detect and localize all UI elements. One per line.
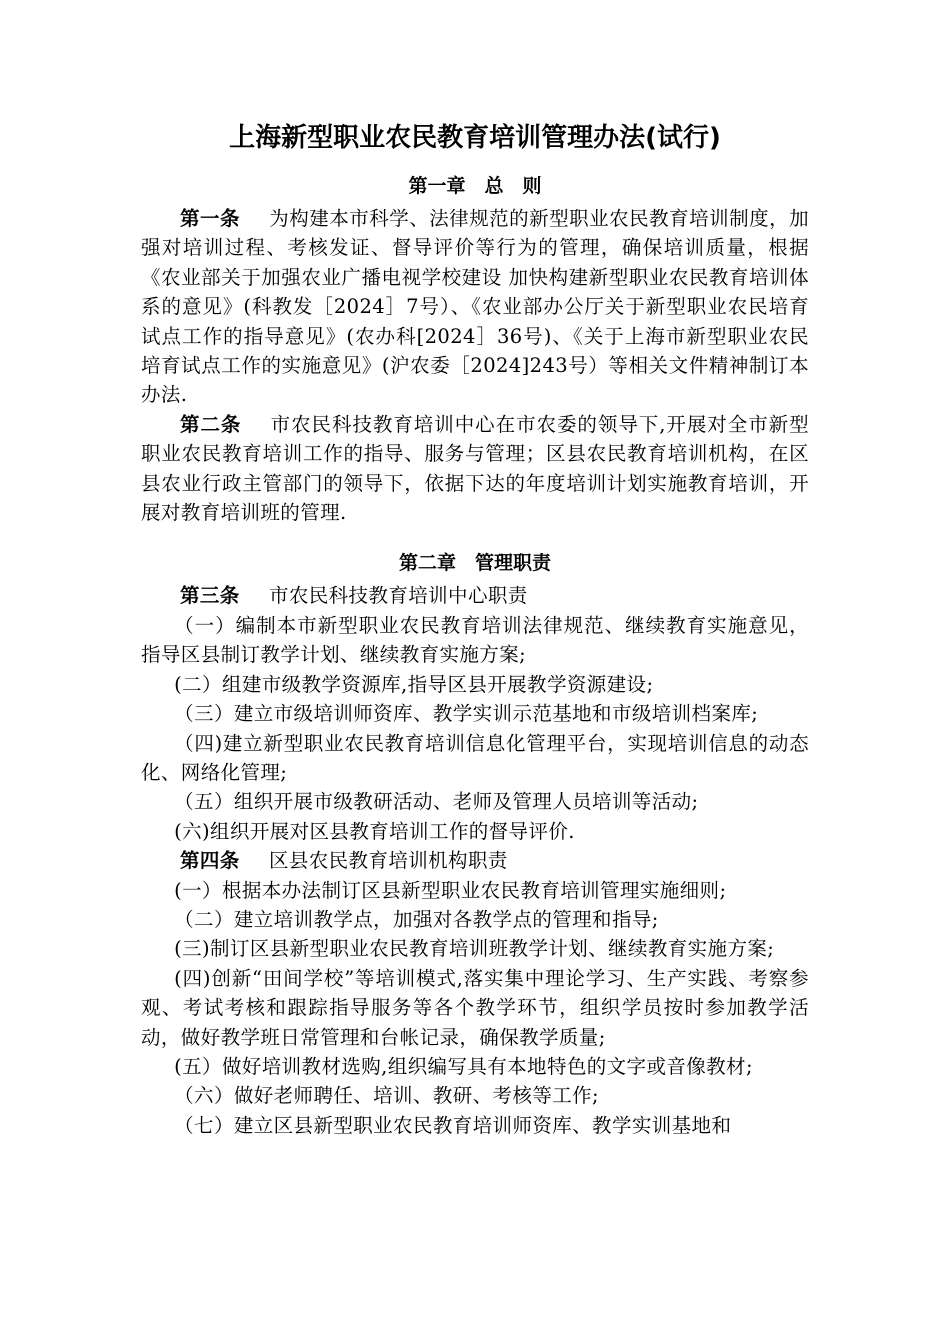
article-4-item: （七）建立区县新型职业农民教育培训师资库、教学实训基地和 xyxy=(174,1113,732,1137)
article-4-item: (一）根据本办法制订区县新型职业农民教育培训管理实施细则; xyxy=(174,878,727,902)
article-3-label: 第三条 xyxy=(180,584,240,608)
article-1-text: 为构建本市科学、法律规范的新型职业农民教育培训制度，加强对培训过程、考核发证、督导评价等行为的管理，确保培训质量，根据《农业部关于加强农业广播电视学校建设 加快构建新型职业农民教育培训体系的意见》(科教发［2024］7号）、《农业部办公厅关于新型职业农民培育试点工作的指导意见》(农办科[2024］36号)、《关于上海市新型职业农民培育试点工作的实施意见》(沪农委［2024]243号）等相关文件精神制订本办法. xyxy=(141,207,809,407)
article-3 xyxy=(141,581,809,610)
article-3-text: 市农民科技教育培训中心职责 xyxy=(268,584,528,608)
article-4-item: (三)制订区县新型职业农民教育培训班教学计划、继续教育实施方案; xyxy=(174,937,775,961)
article-2-label: 第二条 xyxy=(180,412,242,436)
document-body xyxy=(141,118,809,1140)
article-3-item: （三）建立市级培训师资库、教学实训示范基地和市级培训档案库; xyxy=(174,702,759,726)
article-3-item: (六)组织开展对区县教育培训工作的督导评价. xyxy=(174,819,575,843)
chapter-2-heading: 第二章 管理职责 xyxy=(398,552,551,575)
article-2 xyxy=(141,410,809,528)
article-4-item: （二）建立培训教学点，加强对各教学点的管理和指导; xyxy=(174,907,659,931)
article-3-item: (二）组建市级教学资源库,指导区县开展教学资源建设; xyxy=(174,672,654,696)
chapter-1-heading: 第一章 总 则 xyxy=(408,175,542,197)
article-4-item: (四)创新“田间学校”等培训模式,落实集中理论学习、生产实践、考察参观、考试考核和跟踪指导服务等各个教学环节，组织学员按时参加教学活动，做好教学班日常管理和台帐记录，确保教学质量; xyxy=(141,966,809,1049)
article-3-item: （一）编制本市新型职业农民教育培训法律规范、继续教育实施意见，指导区县制订教学计划、继续教育实施方案; xyxy=(141,613,809,667)
document-title: 上海新型职业农民教育培训管理办法(试行) xyxy=(229,123,721,153)
article-2-text: 市农民科技教育培训中心在市农委的领导下,开展对全市新型职业农民教育培训工作的指导、服务与管理；区县农民教育培训机构，在区县农业行政主管部门的领导下，依据下达的年度培训计划实施教育培训，开展对教育培训班的管理. xyxy=(141,412,810,525)
article-3-item: （五）组织开展市级教研活动、老师及管理人员培训等活动; xyxy=(174,790,699,814)
article-4-text: 区县农民教育培训机构职责 xyxy=(268,849,508,873)
article-1-label: 第一条 xyxy=(180,207,240,230)
article-4-item: (五）做好培训教材选购,组织编写具有本地特色的文字或音像教材; xyxy=(174,1054,753,1078)
article-4 xyxy=(141,846,809,875)
article-1 xyxy=(141,204,809,410)
article-4-item: （六）做好老师聘任、培训、教研、考核等工作; xyxy=(174,1084,600,1108)
article-4-label: 第四条 xyxy=(180,849,240,873)
article-3-item: （四)建立新型职业农民教育培训信息化管理平台，实现培训信息的动态化、网络化管理; xyxy=(141,731,809,784)
